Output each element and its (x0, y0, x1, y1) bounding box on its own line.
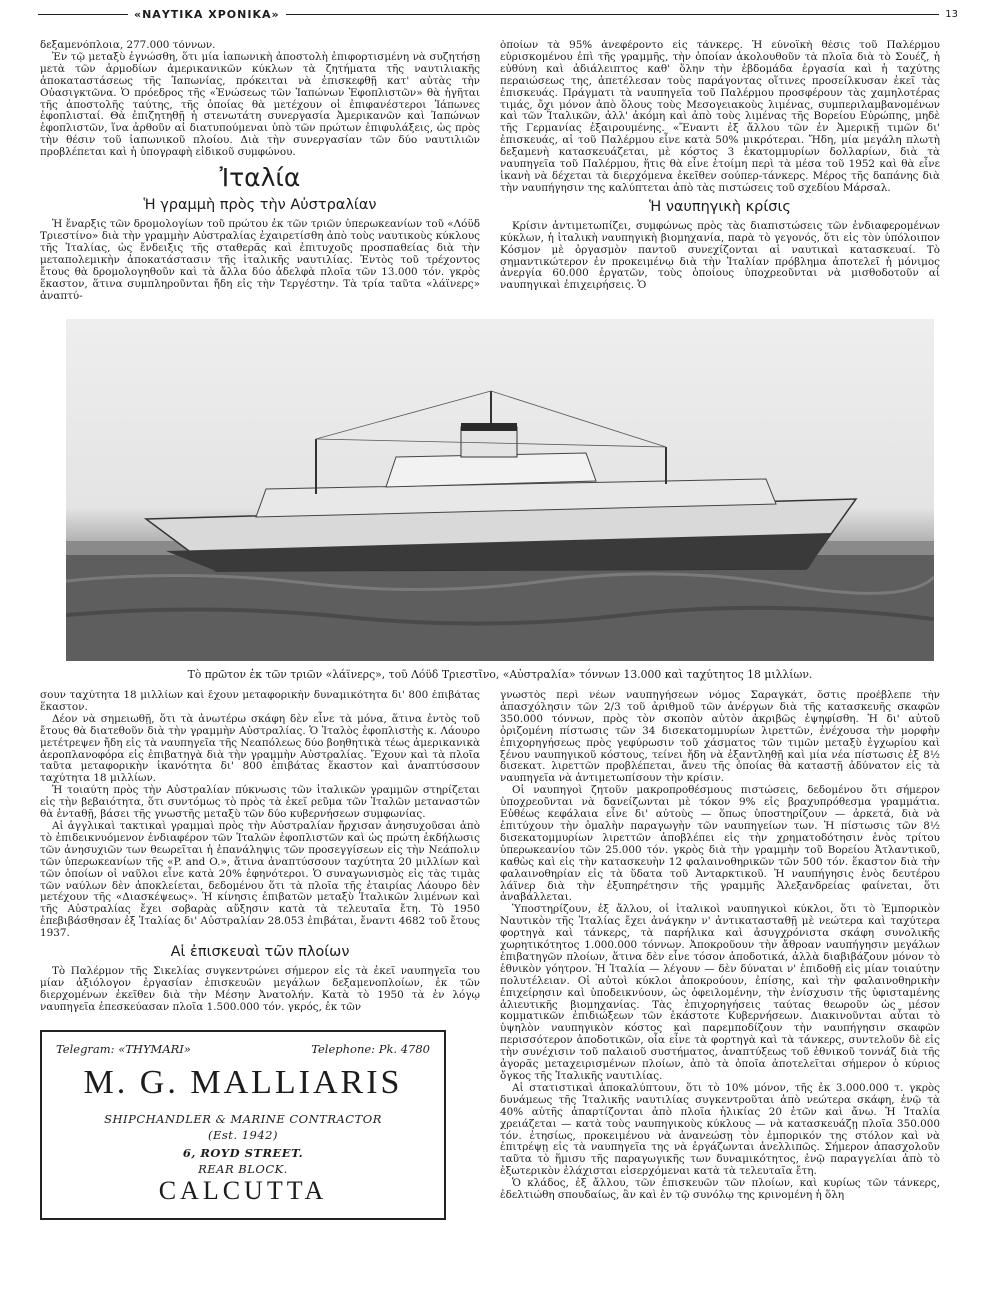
paragraph: Κρίσιν ἀντιμετωπίζει, συμφώνως πρὸς τὰς διαπιστώσεις τῶν ἐνδιαφερομένων κύκλων, ἡ ἰταλικὴ ναυπηγικὴ βιομηχανία, παρὰ τὸ γεγονός, ὅτι εἰς τὸν ὑπόλοιπον Κόσμον μὲ ὀργασμὸν παντοῦ συνεχίζονται αἱ ναυτικαὶ κατασκευαί. Τὸ σημαντικώτερον ἐν προκειμένῳ διὰ τὴν Ἰταλίαν πρόβλημα ἀποτελεῖ ἡ μόνιμος ἀνεργία 60.000 ἐργατῶν, τοὺς ὁποίους ὑποχρεοῦνται νὰ μισθοδοτοῦν αἱ ναυπηγικαὶ ἐπιχειρήσεις. Ὁ (500, 219, 940, 292)
paragraph: Ὑποστηρίζουν, ἐξ ἄλλου, οἱ ἰταλικοὶ ναυπηγικοὶ κύκλοι, ὅτι τὸ Ἐμπορικὸν Ναυτικὸν τῆς Ἰταλίας ἔχει ἀνάγκην ν' ἀντικατασταθῇ μὲ νεώτερα καὶ ταχύτερα φορτηγὰ καὶ τάνκερς, τὰ παρήλικα καὶ ἀσυγχρόνιστα σκάφη συνολικῆς χωρητικότητος 1.000.000 τόννων. Ἀποκροῦουν τὴν ἄθροαν ναυπήγησιν μεγάλων ἐπιβατηγῶν πλοίων, ἅτινα δὲν εἶνε τόσον ἀποδοτικά, ἀλλὰ διαβιβάζουν μόνον τὸ ἐθνικὸν γόητρον. Ἡ Ἰταλία — λέγουν — δὲν δύναται ν' ἐπιδοθῇ εἰς μίαν τοιαύτην πολυτέλειαν. Οἱ αὐτοὶ κύκλοι ἀποκρούουν, ἐπίσης, καὶ τὴν φαλαινοθηρικὴν ἐπιχείρησιν καὶ ὑποδεικνύουν, ὡς ὀφειλομένην, τὴν ἐνίσχυσιν τῆς ὑφισταμένης ἁλιευτικῆς βιομηχανίας. Τὰς ἐπιχορηγήσεις ταύτας θεωροῦν ὡς μέσον κομματικῶν ἐπιδιώξεων τῶν ἑκάστοτε Κυβερνήσεων. Διακινοῦνται αὗται τὸ ὑψηλὸν ναυπηγικὸν κόστος καὶ παρεμποδίζουν τὴν ναυπήγησιν σκαφῶν περισσότερον ἀποδοτικῶν, οἷα εἶνε τὰ φορτηγὰ καὶ τὰ τάνκερς, συντελοῦν δὲ εἰς τὴν συνέχισιν τοῦ παλαιοῦ συστήματος, ἀναπτύξεως τοῦ ἐθνικοῦ τοννάζ διὰ τῆς ἀγορᾶς μεταχειρισμένων πλοίων, ἀπὸ τὰ ὁποῖα ἀποτελεῖται σήμερον ὁ κύριος ὄγκος τῆς Ἰταλικῆς ναυτιλίας. (500, 903, 940, 1082)
paragraph: Δέον νὰ σημειωθῇ, ὅτι τὰ ἀνωτέρω σκάφη δὲν εἶνε τὰ μόνα, ἅτινα ἐντὸς τοῦ ἔτους θὰ διατεθοῦν διὰ τὴν γραμμὴν Αὐστραλίας. Ὁ Ἰταλὸς ἐφοπλιστὴς κ. Λάουρο μετέτρεψεν ἤδη εἰς τὰ ναυπηγεῖα τῆς Νεαπόλεως δύο βοηθητικὰ τέως ἀμερικανικὰ ἀεροπλανοφόρα εἰς ἐπιβατηγὰ διὰ τὴν γραμμὴν Αὐστραλίας. Ἔχουν καὶ τὰ πλοῖα ταῦτα μεταφορικὴν ἱκανότητα δι' 800 ἐπιβάτας ἕκαστον καὶ ἀναπτύσσουν ταχύτητα 18 μιλλίων. (40, 712, 480, 785)
ad-established: (Est. 1942) (208, 1128, 278, 1142)
ad-telephone: Telephone: Pk. 4780 (311, 1042, 430, 1056)
ad-block: REAR BLOCK. (198, 1162, 288, 1176)
paragraph: σουν ταχύτητα 18 μιλλίων καὶ ἔχουν μεταφορικὴν δυναμικότητα δι' 800 ἐπιβάτας ἕκαστον. (40, 690, 480, 713)
ship-illustration (66, 319, 934, 661)
photo-caption: Τὸ πρῶτον ἐκ τῶν τριῶν «λάϊνερς», τοῦ Λόϋδ Τριεστῖνο, «Αὐστραλία» τόννων 13.000 καὶ ταχύτητος 18 μιλλίων. (187, 668, 813, 681)
paragraph: δεξαμενόπλοια, 277.000 τόννων. (40, 40, 216, 51)
paragraph: Αἱ στατιστικαὶ ἀποκαλύπτουν, ὅτι τὸ 10% μόνον, τῆς ἐκ 3.000.000 τ. γκρὸς δυνάμεως τῆς Ἰταλικῆς ναυτιλίας συγκεντροῦται ἀπὸ νεώτερα σκάφη, ἐνῷ τὰ 40% αὐτῆς ἀπαρτίζονται ἀπὸ πλοῖα ἡλικίας 20 ἐτῶν καὶ ἄνω. Ἡ Ἰταλία χρειάζεται — κατὰ τοὺς ναυπηγικοὺς κύκλους — νὰ κατασκευάζῃ πλοῖα 350.000 τόν. ἐτησίως, προκειμένου νὰ ἀνανεώσῃ τὸν ἐμπορικόν της στόλον καὶ νὰ ἐπιτρέψῃ εἰς τὰ ναυπηγεῖα της νὰ ἐργάζωνται ἀνελλιπῶς. Σήμερον ἀπασχολοῦν ταῦτα τὸ ἥμισυ τῆς παραγωγικῆς των δυναμικότητος, ἐνῷ παραγγελίαι ἀπὸ τὸ ἐξωτερικὸν ἐλάχισται εἰσερχόμεναι κατὰ τὰ τελευταῖα ἔτη. (500, 1081, 940, 1178)
running-head-rule-left (38, 14, 128, 15)
funnel-top (461, 423, 517, 431)
section-title: Ἰταλία (219, 163, 301, 193)
paragraph: Ἡ ἔναρξις τῶν δρομολογίων τοῦ πρώτου ἐκ τῶν τριῶν ὑπερωκεανίων τοῦ «Λόϋδ Τριεστίνο» διὰ τὴν γραμμὴν Αὐστραλίας ἐχαιρετίσθη ἀπὸ τοὺς ναυτικοὺς κύκλους τῆς Ἰταλίας, ὡς ἔνδειξις τῆς σταθερᾶς καὶ ἐπιτυχοῦς προσπαθείας διὰ τὴν μεταπολεμικὴν ἀποκατάστασιν τῆς ἰταλικῆς ναυτιλίας. Ἐντὸς τοῦ τρέχοντος ἔτους θὰ δρομολογηθοῦν καὶ τὰ ἄλλα δύο ἀδελφὰ πλοῖα τῶν 13.000 τόν. γκρὸς ἕκαστον, ἅτινα συμπληροῦνται ἤδη εἰς τὴν Τεργέστην. Τὰ τρία ταῦτα «λάϊνερς» ἀναπτύ- (40, 218, 480, 302)
running-head-rule-right (286, 14, 940, 15)
ad-contact-row (56, 1042, 430, 1056)
ship-funnel (461, 427, 517, 457)
page-number: 13 (945, 8, 958, 20)
ad-business: SHIPCHANDLER & MARINE CONTRACTOR (104, 1112, 382, 1126)
running-head (38, 6, 958, 22)
ad-telegram: Telegram: «THYMARI» (56, 1042, 191, 1056)
paragraph: Οἱ ναυπηγοὶ ζητοῦν μακροπροθέσμους πιστώσεις, δεδομένου ὅτι σήμερον ὑποχρεοῦνται νὰ δανείζωνται μὲ τόκον 9% εἰς βραχυπρόθεσμα γραμμάτια. Εὐθέως κεφάλαια εἶνε δι' αὐτοὺς — ὅπως ὑποστηρίζουν — ἀρκετά, διὰ νὰ ἐπιτύχουν τὴν ὁμαλὴν παραγωγὴν τῶν ναυπηγείων των. Ἡ πίστωσις τῶν 8½ δισεκατομμυρίων λιρεττῶν ἀποβλέπει εἰς τὴν χρηματοδότησιν ἑνὸς τρίτου ὑπερωκεανίου τῶν 25.000 τόν. γκρὸς διὰ τὴν γραμμὴν τοῦ Βορείου Ἀτλαντικοῦ, καθὼς καὶ εἰς τὴν κατασκευὴν 12 φαλαινοθηρικῶν τῶν 500 τόν. ἕκαστον διὰ τὴν φαλαινοθηρίαν εἰς τὰ ὕδατα τοῦ Ἀνταρκτικοῦ. Ἡ ναυπήγησις ἑνὸς δευτέρου λάϊνερ διὰ τὴν ἐξυπηρέτησιν τῆς γραμμῆς Ἀλεξανδρείας φαίνεται, ὅτι ἀναβάλλεται. (500, 784, 940, 904)
ad-address: 6, ROYD STREET. (182, 1146, 304, 1160)
ship-photo (66, 319, 934, 661)
subheading: Αἱ ἐπισκευαὶ τῶν πλοίων (170, 944, 350, 961)
left-column-top (40, 40, 480, 315)
paragraph: Ὁ κλάδος, ἐξ ἄλλου, τῶν ἐπισκευῶν τῶν πλοίων, καὶ κυρίως τῶν τάνκερς, ἐδελτιώθη σπουδαίως, ἂν καὶ ἐν τῷ συνόλῳ της κρινομένη ἡ ὅλη (500, 1177, 940, 1202)
right-column-top (500, 40, 940, 315)
left-column-bottom (40, 690, 480, 1024)
running-head-title: «ΝΑΥΤΙΚΑ ΧΡΟΝΙΚΑ» (134, 7, 280, 21)
paragraph: ὁποίων τὰ 95% ἀνεφέροντο εἰς τάνκερς. Ἡ εὐνοϊκὴ θέσις τοῦ Παλέρμου εὑρισκομένου ἐπὶ τῆς γραμμῆς, τὴν ὁποίαν ἀκολουθοῦν τὰ πλοῖα διὰ τὸ Σουέζ, ἡ εὐθύνη καὶ ἀδιάλειπτος καθ' ὅλην τὴν ἑβδομάδα ἐργασία καὶ ἡ ταχύτης περαιώσεως της, ἀπετέλεσαν τοὺς παράγοντας οἵτινες προσείλκυσαν ἐκεῖ τὰς ἐπισκευάς. Πράγματι τὰ ναυπηγεῖα τοῦ Παλέρμου προσφέρουν τὰς χαμηλοτέρας τιμάς, ὄχι μόνον ἀπὸ ὅλους τοὺς Μεσογειακοὺς λιμένας, συμπεριλαμβανομένων καὶ τῶν Ἰταλικῶν, ἀλλ' ἀκόμη καὶ ἀπὸ τοὺς λιμένας τῆς Βορείου Εὐρώπης, μηδὲ τῆς Γερμανίας ἐξαιρουμένης. «Ἔναντι ἐξ ἄλλου τῶν ἐν Ἀμερικῇ τιμῶν δι' ἐπισκευάς, αἱ τοῦ Παλέρμου εἶνε κατὰ 50% μικρότεραι. Ἤδη, μία μεγάλη πλωτὴ δεξαμενὴ κατασκευάζεται, μὲ κόστος 3 ἑκατομμυρίων δολλαρίων, διὰ τὰ ναυπηγεῖα τοῦ Παλέρμου, ἥτις θὰ εἶνε ἑτοίμη περὶ τὰ μέσα τοῦ 1952 καὶ θὰ εἶνε ἱκανὴ νὰ δέχεται τὰ διερχόμενα ἐκεῖθεν σούπερ-τάνκερς. Μέρος τῆς δαπάνης διὰ τὴν ναυπήγησιν της καλύπτεται ἀπὸ τὰς πιστώσεις τοῦ σχεδίου Μάρσαλ. (500, 40, 940, 194)
advertisement (40, 1030, 446, 1220)
subheading: Ἡ γραμμὴ πρὸς τὴν Αὐστραλίαν (143, 197, 377, 214)
ship-bridge-deck (386, 453, 596, 487)
paragraph: Ἡ τοιαύτη πρὸς τὴν Αὐστραλίαν πύκνωσις τῶν ἰταλικῶν γραμμῶν στηρίζεται εἰς τὴν βεβαιότητα, ὅτι συντόμως τὸ πρὸς τὰ ἐκεῖ ρεῦμα τῶν Ἰταλῶν μεταναστῶν θὰ ἐνταθῇ, βάσει τῆς γνωστῆς μεταξὺ τῶν δύο κυβερνήσεων συμφωνίας. (40, 784, 480, 821)
right-column-bottom (500, 690, 940, 1220)
paragraph: Αἱ ἀγγλικαὶ τακτικαὶ γραμμαὶ πρὸς τὴν Αὐστραλίαν ἤρχισαν ἀνησυχοῦσαι ἀπὸ τὸ ἐπιδεικνυόμενον ἐνδιαφέρον τῶν Ἰταλῶν ἐφοπλιστῶν καὶ ὡς πρώτη ἐκδήλωσις τῶν ἀνησυχιῶν των θεωρεῖται ἡ ἐπανάληψις τῶν προσεγγίσεων εἰς τὴν Νεάπολιν τῶν ὑπερωκεανίων τῆς «P. and O.», ἅτινα ἀναπτύσσουν ταχύτητα 20 μιλλίων καὶ τῶν ὁποίων οἱ ναῦλοι εἶνε κατὰ 20% ἐφηνότεροι. Ὁ συναγωνισμὸς εἰς τὰς τιμὰς τῶν ναύλων δὲν ἀποκλείεται, δεδομένου ὅτι τὰ πλοῖα τῆς ἑταιρίας Λάουρο δὲν μετέχουν τῆς «Διασκέψεως». Ἡ κίνησις ἐπιβατῶν μεταξὺ Ἰταλικῶν λιμένων καὶ τῆς Αὐστραλίας ἔχει σοβαρὰς αὔξησιν κατὰ τὰ τελευταῖα ἔτη. Τὸ 1950 ἐπεβιβάσθησαν ἐξ Ἰταλίας δι' Αὐστραλίαν 28.053 ἐπιβάται, ἔναντι 4682 τοῦ ἔτους 1937. (40, 819, 480, 940)
subheading: Ἡ ναυπηγικὴ κρίσις (649, 198, 791, 215)
paragraph: Τὸ Παλέρμον τῆς Σικελίας συγκεντρώνει σήμερον εἰς τὰ ἐκεῖ ναυπηγεῖα του μίαν ἀξιόλογον ἐργασίαν ἐπισκευῶν μεγάλων δεξαμενοπλοίων, ἐκ τῶν διερχομένων ἐκεῖθεν διὰ τὴν Μέσην Ἀνατολήν. Κατὰ τὸ 1950 τὰ ἐν λόγῳ ναυπηγεῖα ἐπεσκεύασαν πλοῖα 1.500.000 τόν. γκρός, ἐκ τῶν (40, 965, 480, 1013)
paragraph: Ἐν τῷ μεταξὺ ἐγνώσθη, ὅτι μία ἰαπωνικὴ ἀποστολὴ ἐπιφορτισμένη νὰ συζητήσῃ μετὰ τῶν ἁρμοδίων ἀμερικανικῶν κύκλων τὰ ζητήματα τῆς ναυτιλιακῆς ἀποκαταστάσεως τῆς Ἰαπωνίας, πρόκειται νὰ ἐπισκεφθῇ κατ' αὐτὰς τὴν Οὐασιγκτῶνα. Ὁ πρόεδρος τῆς «Ἑνώσεως τῶν Ἰαπώνων Ἐφοπλιστῶν» θὰ ἡγῆται τῆς ἀποστολῆς ταύτης, τῆς ὁποίας θὰ μετέχουν οἱ ἐπιφανέστεροι Ἰάπωνες ἐφοπλισταί. Θὰ ἐπιζητηθῇ ἡ στενωτάτη συνεργασία Ἀμερικανῶν καὶ Ἰαπώνων ἐφοπλιστῶν, ἵνα ἀρθοῦν αἱ διατυπούμεναι ὑπὸ τῶν πρώτων ἐπιφυλάξεις, ὡς πρὸς τὴν θέσιν τοῦ ἰαπωνικοῦ πλοίου. Διὰ τὴν συνεργασίαν τῶν δύο ναυτιλιῶν προβλέπεται καὶ ἡ ὑπογραφὴ εἰδικοῦ συμφώνου. (40, 50, 480, 159)
ad-company-name: M. G. MALLIARIS (83, 1064, 403, 1101)
ad-city: CALCUTTA (158, 1176, 328, 1205)
paragraph: γνωστὸς περὶ νέων ναυπηγήσεων νόμος Σαραγκάτ, ὅστις προέβλεπε τὴν ἀπασχόλησιν τῶν 2/3 τοῦ ἀριθμοῦ τῶν ἀνέργων διὰ τῆς κατασκευῆς σκαφῶν 350.000 τόννων, πρὸς τὸν σκοπὸν αὐτὸν ἀκριβῶς ἐψηφίσθη. Ἡ δι' αὐτοῦ ὁριζομένη πίστωσις τῶν 34 δισεκατομμυρίων λιρεττῶν, ἐνέχουσα τὴν μορφὴν ἐπιχορηγήσεως πρὸς γεφύρωσιν τοῦ χάσματος τῶν τιμῶν μεταξὺ ἐγχωρίου καὶ ξένου ναυπηγικοῦ κόστους, τείνει ἤδη νὰ ἐξαντληθῇ καὶ μία νέα πίστωσις ἐξ 8½ δισεκατ. λιρεττῶν προβλέπεται, ἄνευ τῆς ὁποίας θὰ καταστῇ ἀδύνατον εἰς τὰ ναυπηγεῖα νὰ ἀντιμετωπίσουν τὴν κρίσιν. (500, 690, 940, 785)
